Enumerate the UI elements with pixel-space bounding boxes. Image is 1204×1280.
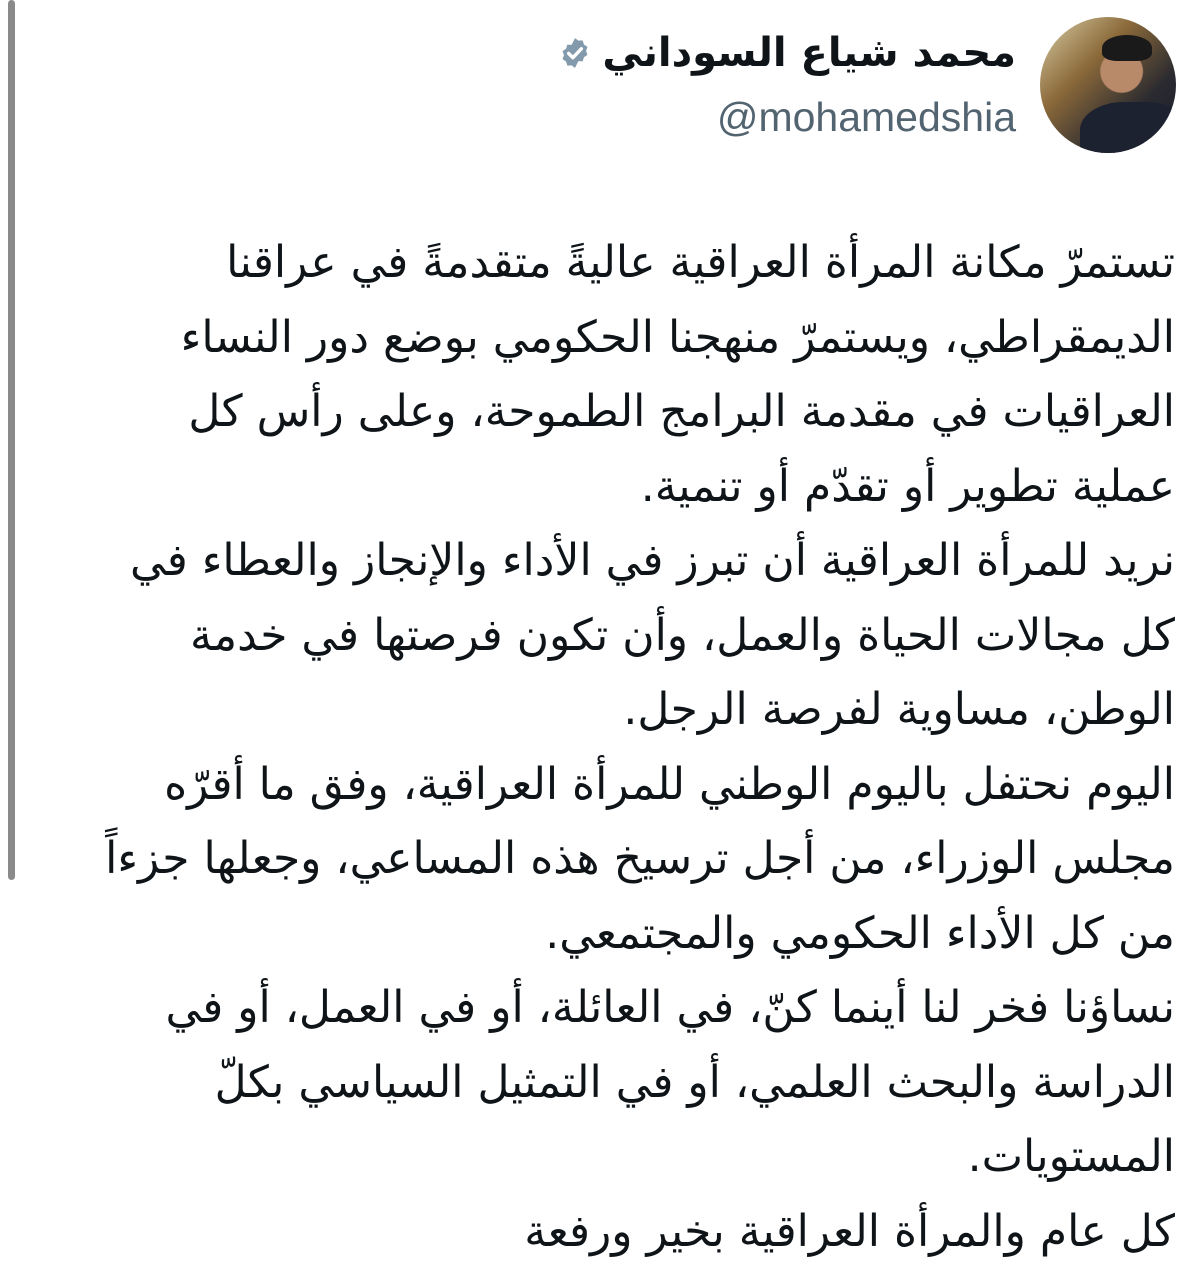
tweet-line: مجلس الوزراء، من أجل ترسيخ هذه المساعي، وجعلها جزءاً — [105, 833, 1175, 884]
author-name[interactable]: محمد شياع السوداني — [602, 30, 1016, 76]
avatar[interactable] — [1040, 17, 1176, 153]
tweet-line: المستويات. — [967, 1131, 1175, 1182]
tweet-line: كل مجالات الحياة والعمل، وأن تكون فرصتها في خدمة — [189, 609, 1175, 661]
tweet-line: نريد للمرأة العراقية أن تبرز في الأداء والإنجاز والعطاء في — [130, 535, 1175, 586]
scrollbar[interactable] — [8, 0, 15, 880]
tweet-line: العراقيات في مقدمة البرامج الطموحة، وعلى رأس كل — [188, 386, 1175, 437]
tweet-line: الدراسة والبحث العلمي، أو في التمثيل السياسي بكلّ — [214, 1056, 1175, 1108]
tweet-line: الوطن، مساوية لفرصة الرجل. — [623, 684, 1175, 735]
author-handle[interactable]: @mohamedshia — [716, 94, 1016, 140]
author-name-row — [558, 30, 1016, 76]
tweet-line: من كل الأداء الحكومي والمجتمعي. — [545, 907, 1175, 959]
tweet-line: عملية تطوير أو تقدّم أو تنمية. — [640, 460, 1175, 512]
tweet-line: كل عام والمرأة العراقية بخير ورفعة — [524, 1205, 1175, 1257]
verified-badge-icon — [558, 36, 592, 70]
avatar-hair — [1102, 35, 1152, 61]
tweet-line: الديمقراطي، ويستمرّ منهجنا الحكومي بوضع دور النساء — [180, 311, 1175, 363]
tweet-line: تستمرّ مكانة المرأة العراقية عاليةً متقدمةً في عراقنا — [226, 237, 1175, 288]
tweet-text — [15, 226, 1175, 1269]
avatar-suit — [1080, 102, 1176, 153]
tweet-line: اليوم نحتفل باليوم الوطني للمرأة العراقية، وفق ما أقرّه — [164, 758, 1175, 810]
tweet-line: نساؤنا فخر لنا أينما كنّ، في العائلة، أو في العمل، أو في — [165, 982, 1175, 1033]
